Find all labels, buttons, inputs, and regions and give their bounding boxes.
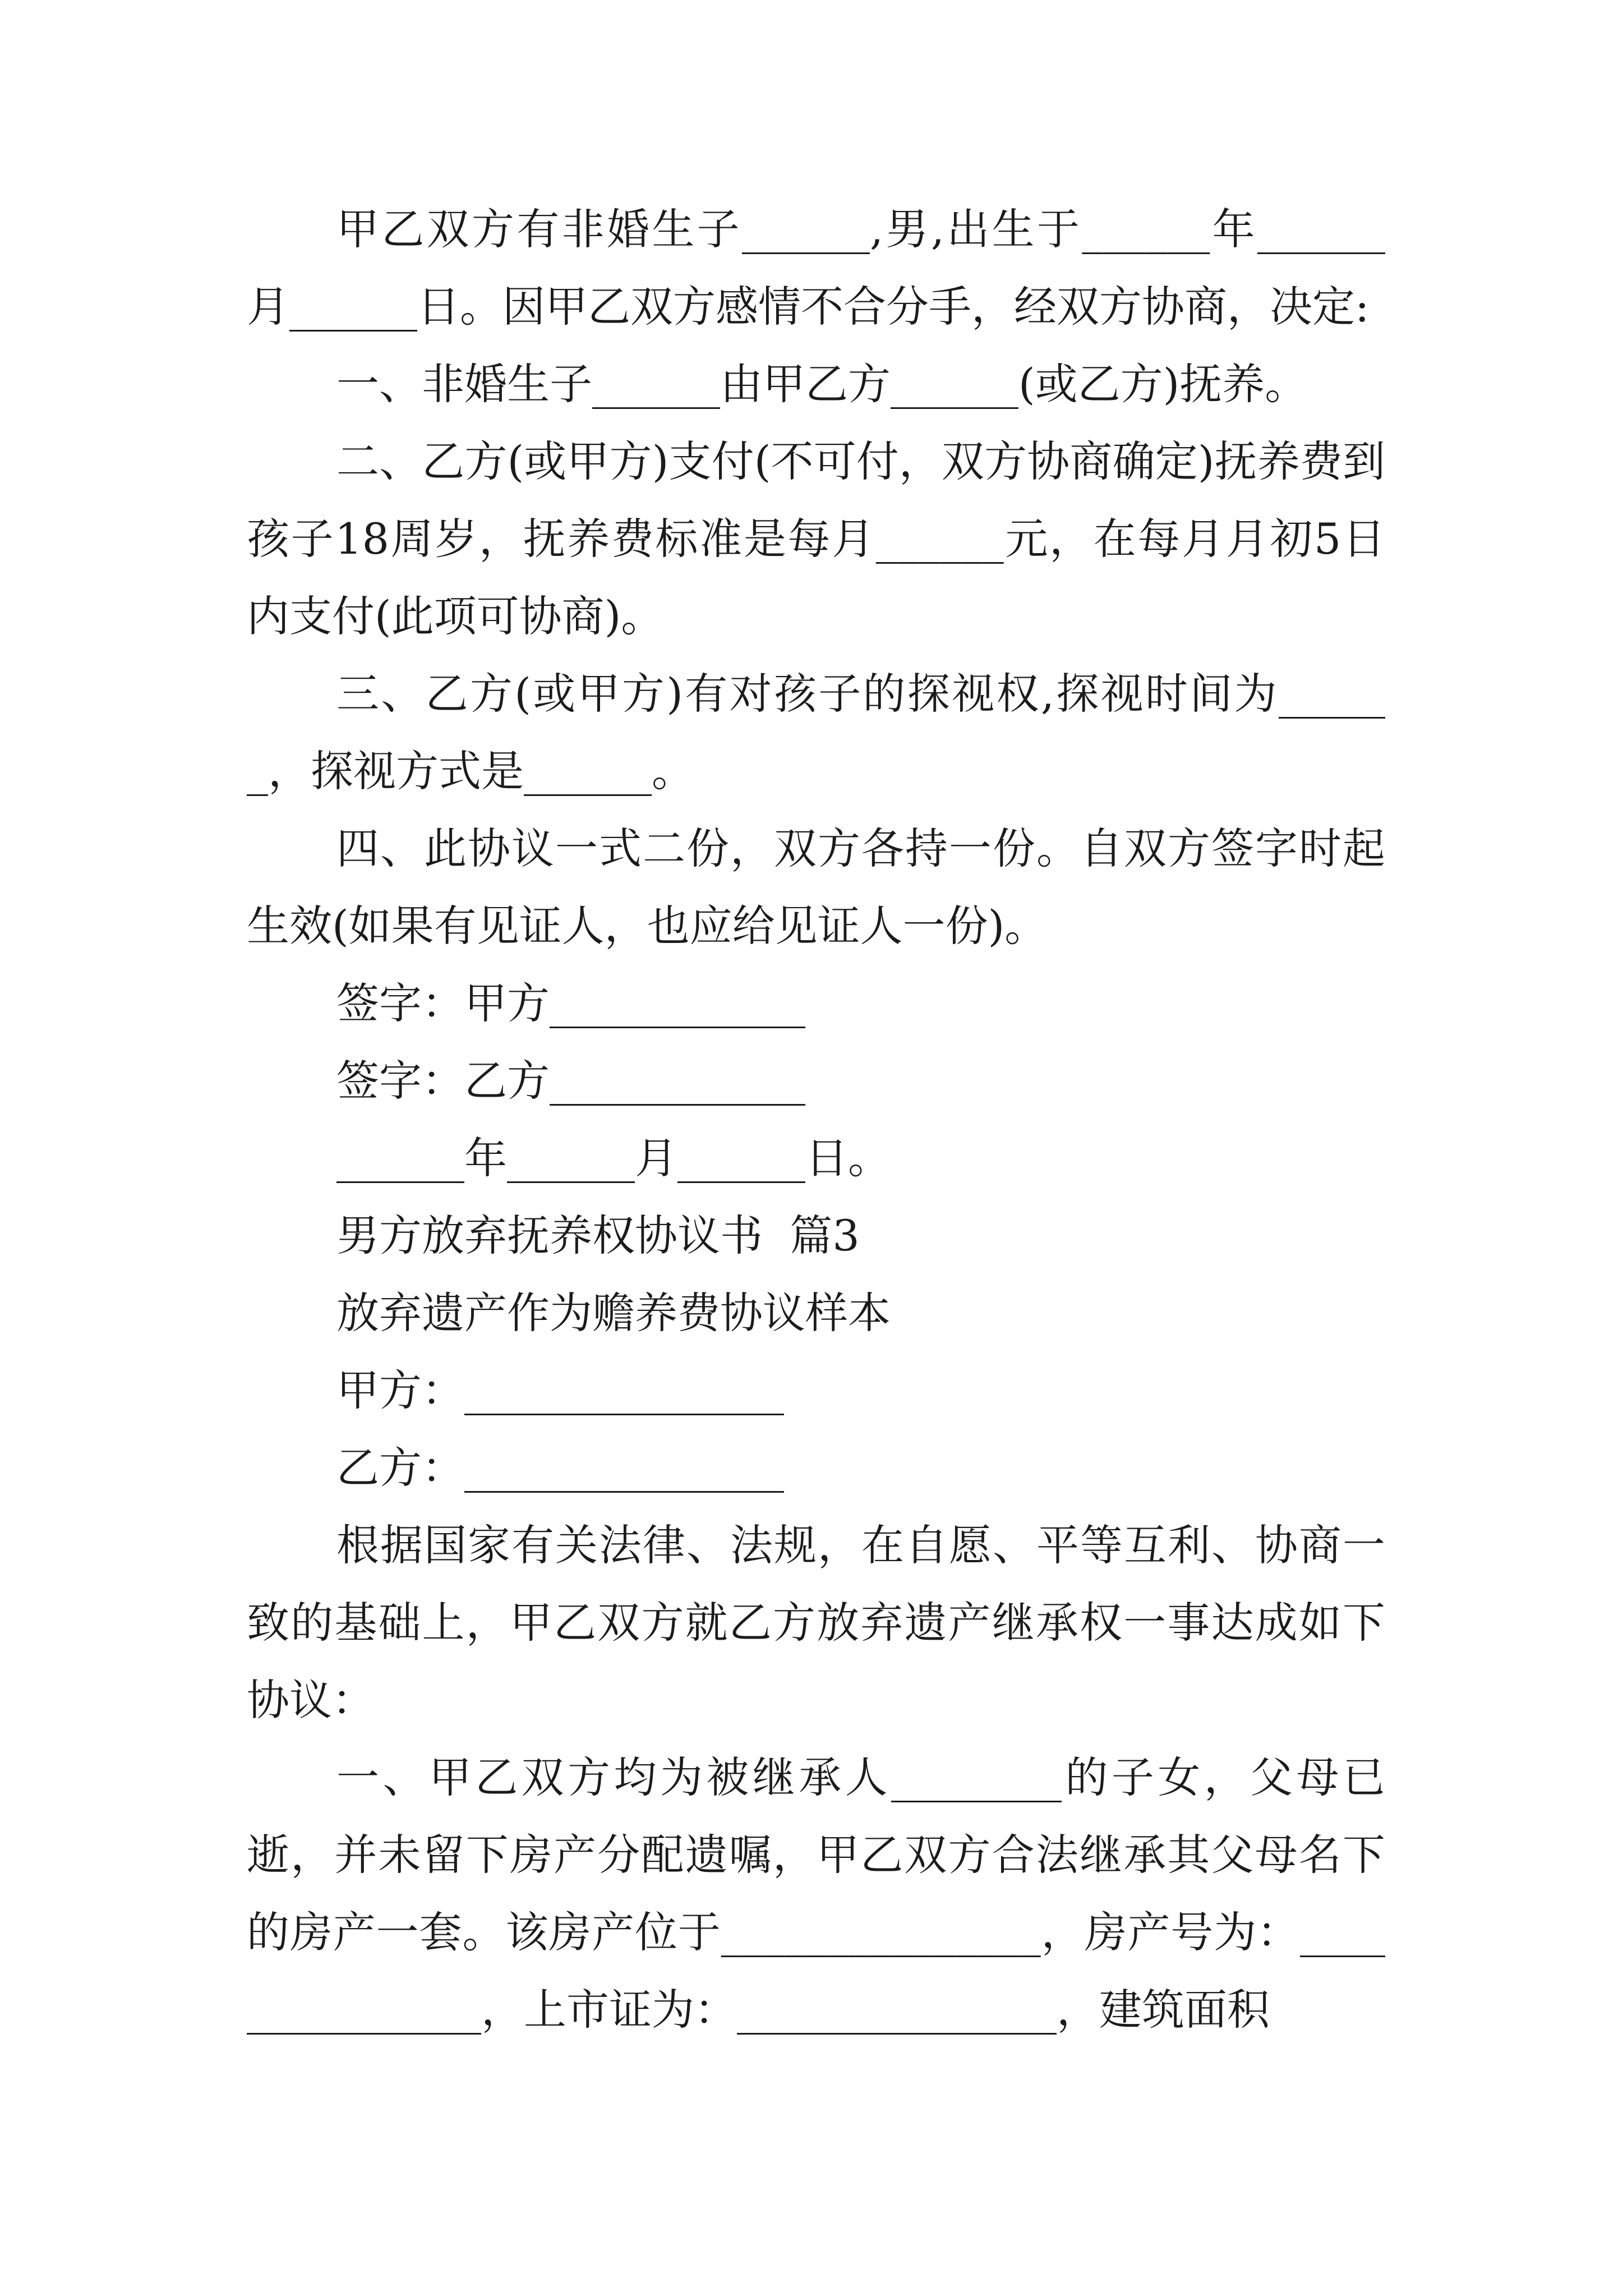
party-b-line: 乙方：_______________: [336, 1443, 784, 1493]
paragraph-inheritance-clause-1: 一、甲乙双方均为被继承人________的子女，父母已逝，并未留下房产分配遗嘱，甲乙双方合法继承其父母名下的房产一套。该房产位于_______________，房产号为：_______________，上市证为：_______________，建筑面积: [247, 1752, 1385, 2035]
document-body: [247, 191, 1385, 2049]
paragraph-clause-1: 一、非婚生子______由甲乙方______(或乙方)抚养。: [336, 359, 1308, 409]
section-heading: 男方放弃抚养权协议书 篇3: [336, 1211, 860, 1260]
paragraph-clause-4: 四、此协议一式二份，双方各持一份。自双方签字时起生效(如果有见证人，也应给见证人一份)。: [247, 823, 1385, 951]
signature-party-a: 签字：甲方____________: [336, 978, 805, 1028]
signature-party-b: 签字：乙方____________: [336, 1056, 805, 1106]
paragraph-clause-3: 三、乙方(或甲方)有对孩子的探视权,探视时间为______，探视方式是______。: [247, 669, 1385, 796]
paragraph-preamble: 根据国家有关法律、法规，在自愿、平等互利、协商一致的基础上，甲乙双方就乙方放弃遗产继承权一事达成如下协议：: [247, 1520, 1385, 1725]
signature-date: ______年______月______日。: [336, 1133, 891, 1183]
party-a-line: 甲方：_______________: [336, 1365, 784, 1415]
paragraph-child-info: 甲乙双方有非婚生子______,男,出生于______年______月______日。因甲乙双方感情不合分手，经双方协商，决定:: [247, 204, 1385, 332]
section-subtitle: 放弃遗产作为赡养费协议样本: [336, 1288, 891, 1338]
paragraph-clause-2: 二、乙方(或甲方)支付(不可付，双方协商确定)抚养费到孩子18周岁，抚养费标准是每月______元，在每月月初5日内支付(此项可协商)。: [247, 436, 1385, 641]
